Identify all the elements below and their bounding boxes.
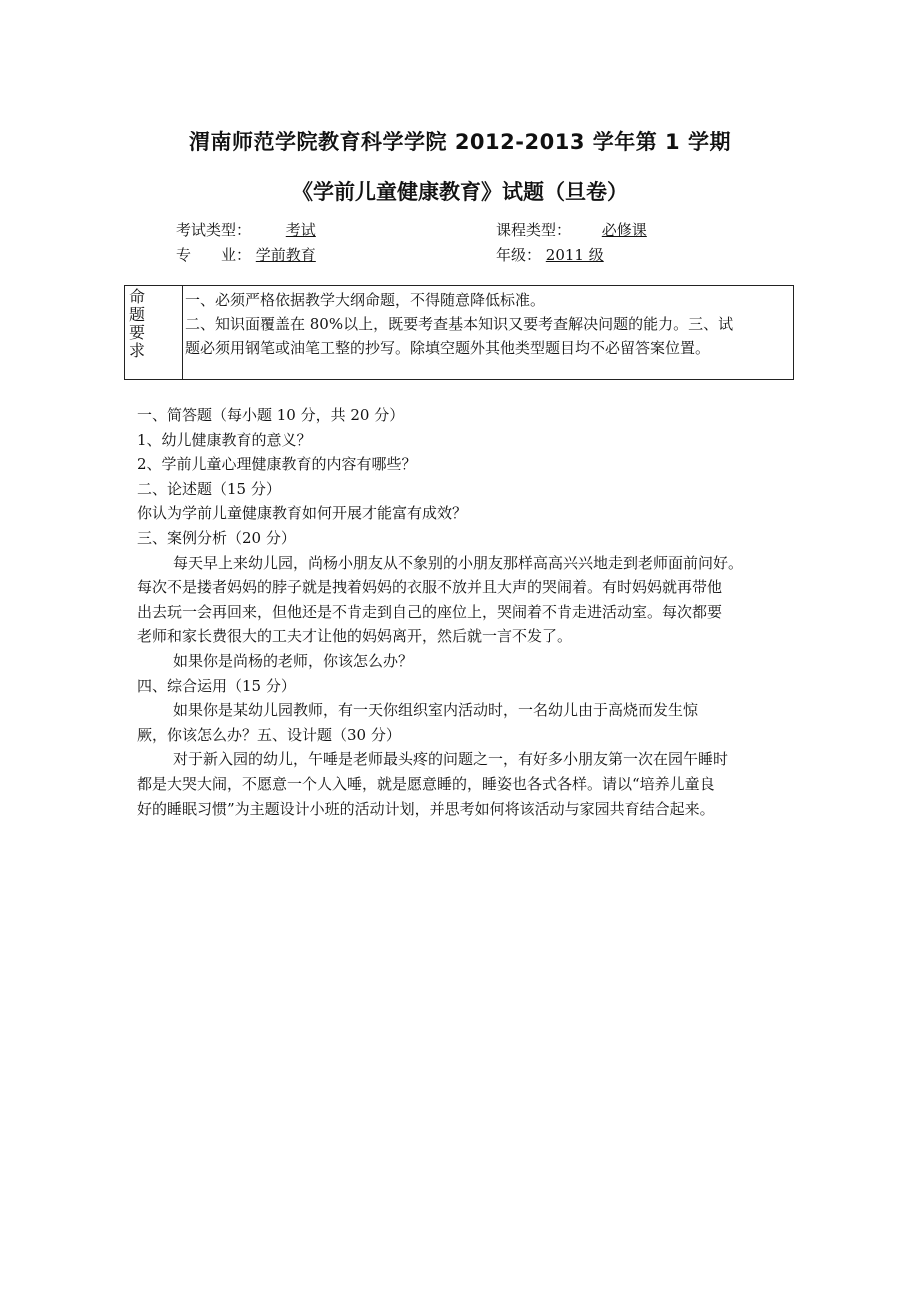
course-type-value: 必修课 bbox=[601, 221, 647, 239]
section-heading: 三、案例分析（20 分） bbox=[137, 528, 296, 547]
grade-label: 年级： bbox=[496, 246, 542, 264]
question-line: 厥，你该怎么办？五、设计题（30 分） bbox=[137, 725, 401, 744]
section-heading: 一、简答题（每小题 10 分，共 20 分） bbox=[137, 406, 405, 424]
requirements-label-char: 求 bbox=[129, 341, 146, 360]
question: 1、幼儿健康教育的意义？ bbox=[137, 430, 312, 449]
exam-type bbox=[176, 219, 316, 240]
major bbox=[176, 244, 316, 265]
institution-title: 渭南师范学院教育科学学院 2012-2013 学年第 1 学期 bbox=[189, 130, 731, 154]
course-type-label: 课程类型： bbox=[496, 221, 572, 239]
grade bbox=[496, 244, 604, 265]
exam-title: 《学前儿童健康教育》试题（旦卷） bbox=[292, 180, 628, 204]
case-text-line: 出去玩一会再回来，但他还是不肯走到自己的座位上，哭闹着不肯走进活动室。每次都要 bbox=[137, 602, 723, 621]
design-text-line: 对于新入园的幼儿，午唾是老师最头疼的问题之一，有好多小朋友第一次在园午睡时 bbox=[173, 750, 729, 769]
requirements-table bbox=[124, 285, 794, 380]
exam-type-label: 考试类型： bbox=[176, 221, 252, 239]
case-question: 如果你是尚杨的老师，你该怎么办？ bbox=[173, 651, 414, 670]
exam-type-value: 考试 bbox=[285, 221, 316, 239]
section-heading: 四、综合运用（15 分） bbox=[137, 676, 296, 695]
requirements-content bbox=[185, 288, 793, 360]
requirement-line: 二、知识面覆盖在 80%以上，既要考查基本知识又要考查解决问题的能力。三、试 bbox=[185, 315, 734, 333]
course-type bbox=[496, 219, 647, 240]
question-line: 如果你是某幼儿园教师，有一天你组织室内活动时，一名幼儿由于高烧而发生惊 bbox=[173, 701, 699, 720]
major-value: 学前教育 bbox=[255, 246, 316, 264]
question: 你认为学前儿童健康教育如何开展才能富有成效？ bbox=[137, 504, 468, 523]
case-text-line: 老师和家长费很大的工夫才让他的妈妈离开，然后就一言不发了。 bbox=[137, 627, 573, 646]
case-text-line: 每次不是搂者妈妈的脖子就是拽着妈妈的衣服不放并且大声的哭闹着。有时妈妈就再带他 bbox=[137, 578, 723, 597]
design-text-line: 好的睡眠习惯”为主题设计小班的活动计划，并思考如何将该活动与家园共育结合起来。 bbox=[137, 799, 715, 818]
case-text-line: 每天早上来幼儿园，尚杨小朋友从不象别的小朋友那样高高兴兴地走到老师面前问好。 bbox=[173, 553, 744, 572]
requirements-label-char: 命 bbox=[129, 287, 146, 306]
design-text-line: 都是大哭大闹，不愿意一个人入唾，就是愿意睡的，睡姿也各式各样。请以“培养儿童良 bbox=[137, 774, 715, 793]
major-label: 专 业： bbox=[176, 246, 252, 264]
requirements-label-char: 题 bbox=[129, 305, 146, 324]
grade-value: 2011 级 bbox=[545, 246, 604, 264]
question: 2、学前儿童心理健康教育的内容有哪些？ bbox=[137, 455, 417, 474]
exam-body bbox=[137, 403, 817, 821]
requirement-line: 一、必须严格依据教学大纲命题，不得随意降低标准。 bbox=[185, 291, 546, 309]
section-heading: 二、论述题（15 分） bbox=[137, 479, 281, 498]
requirement-line: 题必须用钢笔或油笔工整的抄写。除填空题外其他类型题目均不必留答案位置。 bbox=[185, 339, 711, 357]
requirements-label bbox=[125, 286, 183, 379]
requirements-label-char: 要 bbox=[129, 323, 146, 342]
